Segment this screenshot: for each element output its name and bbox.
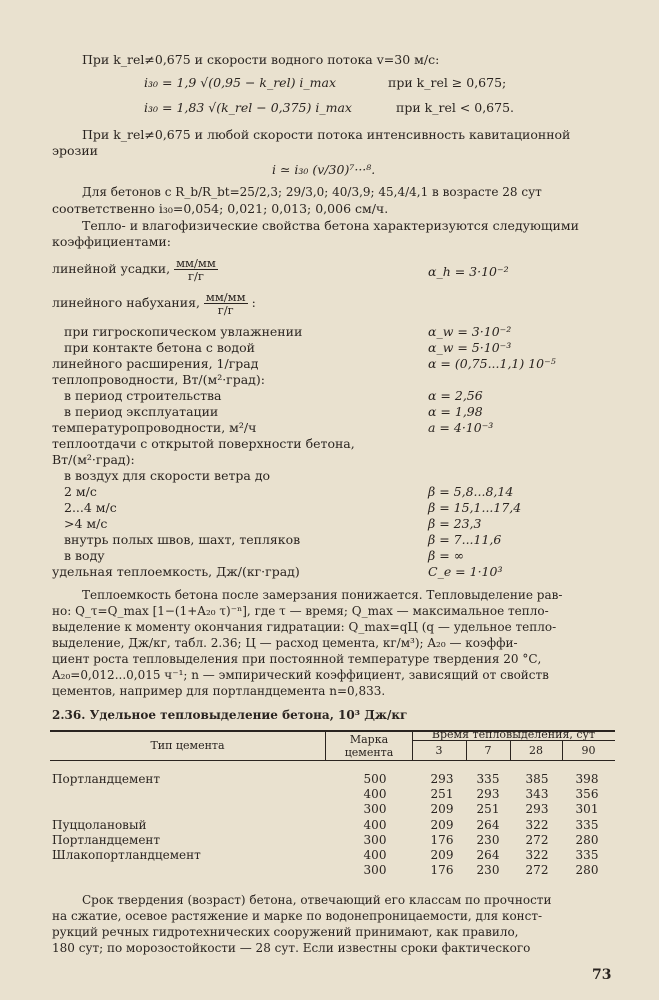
formula-1-condition: при k_rel ≥ 0,675; — [388, 75, 507, 90]
prop-label: линейного расширения, 1/град — [52, 356, 259, 371]
prop-label: температуропроводности, м²/ч — [52, 420, 257, 435]
table-cell: 272 — [525, 863, 549, 877]
para2-line: циент роста тепловыделения при постоянной температуре твердения 20 °С, — [52, 652, 542, 666]
table-caption: 2.36. Удельное тепловыделение бетона, 10³ Дж/кг — [52, 708, 408, 722]
prop-label: теплопроводности, Вт/(м²·град): — [52, 372, 265, 387]
table-cell: 398 — [575, 772, 599, 786]
prop-label: при контакте бетона с водой — [64, 340, 255, 355]
page-number: 73 — [592, 967, 612, 983]
para2-line: A₂₀=0,012...0,015 ч⁻¹; n — эмпирический коэффициент, зависящий от свойств — [52, 668, 549, 682]
table-cell: 301 — [575, 802, 599, 816]
table-cell: 209 — [430, 848, 454, 862]
prop-label: Вт/(м²·град): — [52, 452, 135, 467]
prop-value: β = 7...11,6 — [428, 532, 502, 547]
table-cell: 335 — [575, 848, 599, 862]
prop-label: в воздух для скорости ветра до — [64, 468, 271, 483]
table-cell-type: Пуццолановый — [52, 818, 147, 832]
intro-line-6: Тепло- и влагофизические свойства бетона характеризуются следующими — [82, 218, 579, 233]
table-cell: 335 — [575, 818, 599, 832]
prop-label: удельная теплоемкость, Дж/(кг·град) — [52, 564, 300, 579]
table-header-rule — [50, 760, 615, 761]
table-cell: 385 — [525, 772, 549, 786]
prop-label: при гигроскопическом увлажнении — [64, 324, 303, 339]
prop-label: в воду — [64, 548, 105, 563]
formula-1: i₃₀ = 1,9 √(0,95 − k_rel) i_max — [144, 75, 337, 90]
prop-label: в период строительства — [64, 388, 222, 403]
table-cell: 209 — [430, 818, 454, 832]
prop-value: α = 1,98 — [428, 404, 483, 419]
para2-line: Теплоемкость бетона после замерзания понижается. Тепловыделение рав- — [82, 588, 563, 602]
table-cell: 251 — [476, 802, 500, 816]
table-cell-grade: 300 — [363, 802, 387, 816]
prop-value: a = 4·10⁻³ — [428, 420, 494, 435]
prop-label: 2 м/с — [64, 484, 97, 499]
table-cell: 272 — [525, 833, 549, 847]
intro-line-7: коэффициентами: — [52, 234, 171, 249]
table-cell: 176 — [430, 833, 454, 847]
table-cell: 293 — [476, 787, 500, 801]
table-cell: 280 — [575, 833, 599, 847]
table-cell: 293 — [525, 802, 549, 816]
table-cell: 230 — [476, 863, 500, 877]
intro-line-2: При k_rel≠0,675 и любой скорости потока интенсивность кавитационной — [82, 127, 571, 142]
table-cell: 251 — [430, 787, 454, 801]
unit-fraction: $\frac{мм/мм}{г/г}$ — [205, 290, 246, 317]
table-header-grade: Марка цемента — [344, 733, 394, 759]
para3-line: 180 сут; по морозостойкости — 28 сут. Если известны сроки фактического — [52, 941, 531, 955]
table-cell-type: Портландцемент — [52, 833, 161, 847]
prop-label: теплоотдачи с открытой поверхности бетона, — [52, 436, 355, 451]
table-cell: 264 — [476, 818, 500, 832]
table-cell: 230 — [476, 833, 500, 847]
para3-line: на сжатие, осевое растяжение и марке по водонепроницаемости, для конст- — [52, 909, 543, 923]
intro-line-5: соответственно i₃₀=0,054; 0,021; 0,013; 0,006 см/ч. — [52, 201, 389, 216]
table-cell: 209 — [430, 802, 454, 816]
formula-2-condition: при k_rel < 0,675. — [396, 100, 515, 115]
table-cell: 335 — [476, 772, 500, 786]
intro-line-4: Для бетонов с R_b/R_bt=25/2,3; 29/3,0; 40/3,9; 45,4/4,1 в возрасте 28 сут — [82, 185, 542, 199]
prop-label: >4 м/с — [64, 516, 108, 531]
para3-line: рукций речных гидротехнических сооружений принимают, как правило, — [52, 925, 519, 939]
prop-value: C_e = 1·10³ — [428, 564, 503, 579]
table-header-time: Время тепловыделения, сут — [431, 728, 596, 741]
prop-label: 2...4 м/с — [64, 500, 117, 515]
prop-value: β = 5,8...8,14 — [428, 484, 514, 499]
table-cell: 356 — [575, 787, 599, 801]
table-cell-grade: 400 — [363, 818, 387, 832]
prop-swelling: линейного набухания, $\frac{мм/мм}{г/г}$ : — [52, 290, 256, 317]
formula-3: i ≃ i₃₀ (v/30)⁷···⁸. — [272, 162, 376, 177]
table-cell-type: Портландцемент — [52, 772, 161, 786]
table-cell-grade: 300 — [363, 833, 387, 847]
table-cell: 264 — [476, 848, 500, 862]
table-cell-grade: 300 — [363, 863, 387, 877]
unit-fraction: $\frac{мм/мм}{г/г}$ — [176, 256, 216, 283]
table-cell: 293 — [430, 772, 454, 786]
table-cell: 322 — [525, 848, 549, 862]
table-cell-grade: 400 — [363, 848, 387, 862]
prop-value: β = 23,3 — [428, 516, 482, 531]
table-header-type: Тип цемента — [150, 739, 225, 752]
para3-line: Срок твердения (возраст) бетона, отвечающий его классам по прочности — [82, 893, 552, 907]
table-cell: 322 — [525, 818, 549, 832]
para2-line: но: Q_τ=Q_max [1−(1+A₂₀ τ)⁻ⁿ], где τ — время; Q_max — максимальное тепло- — [52, 604, 549, 618]
prop-value: β = ∞ — [428, 548, 465, 563]
prop-label: в период эксплуатации — [64, 404, 219, 419]
prop-value: α = (0,75...1,1) 10⁻⁵ — [428, 356, 556, 371]
para2-line: цементов, например для портландцемента n=0,833. — [52, 684, 386, 698]
para2-line: выделение, Дж/кг, табл. 2.36; Ц — расход цемента, кг/м³); A₂₀ — коэффи- — [52, 636, 518, 650]
intro-line-1: При k_rel≠0,675 и скорости водного потока v=30 м/с: — [82, 52, 440, 67]
table-cell: 280 — [575, 863, 599, 877]
table-divider — [325, 730, 326, 760]
intro-line-3: эрозии — [52, 143, 99, 158]
prop-value: β = 15,1...17,4 — [428, 500, 522, 515]
table-cell-grade: 400 — [363, 787, 387, 801]
table-header-day: 28 — [529, 744, 543, 757]
para2-line: выделение к моменту окончания гидратации: Q_max=qЦ (q — удельное тепло- — [52, 620, 557, 634]
prop-shrinkage-value: α_h = 3·10⁻² — [428, 264, 509, 279]
table-cell: 343 — [525, 787, 549, 801]
table-cell: 176 — [430, 863, 454, 877]
table-cell-type: Шлакопортландцемент — [52, 848, 201, 862]
prop-value: α_w = 3·10⁻² — [428, 324, 512, 339]
prop-shrinkage: линейной усадки, $\frac{мм/мм}{г/г}$ — [52, 256, 216, 283]
prop-label: внутрь полых швов, шахт, тепляков — [64, 532, 301, 547]
table-header-day: 90 — [581, 744, 596, 757]
table-cell-grade: 500 — [363, 772, 387, 786]
prop-value: α = 2,56 — [428, 388, 483, 403]
table-header-day: 3 — [435, 744, 443, 757]
prop-value: α_w = 5·10⁻³ — [428, 340, 512, 355]
table-header-day: 7 — [484, 744, 492, 757]
formula-2: i₃₀ = 1,83 √(k_rel − 0,375) i_max — [144, 100, 352, 115]
